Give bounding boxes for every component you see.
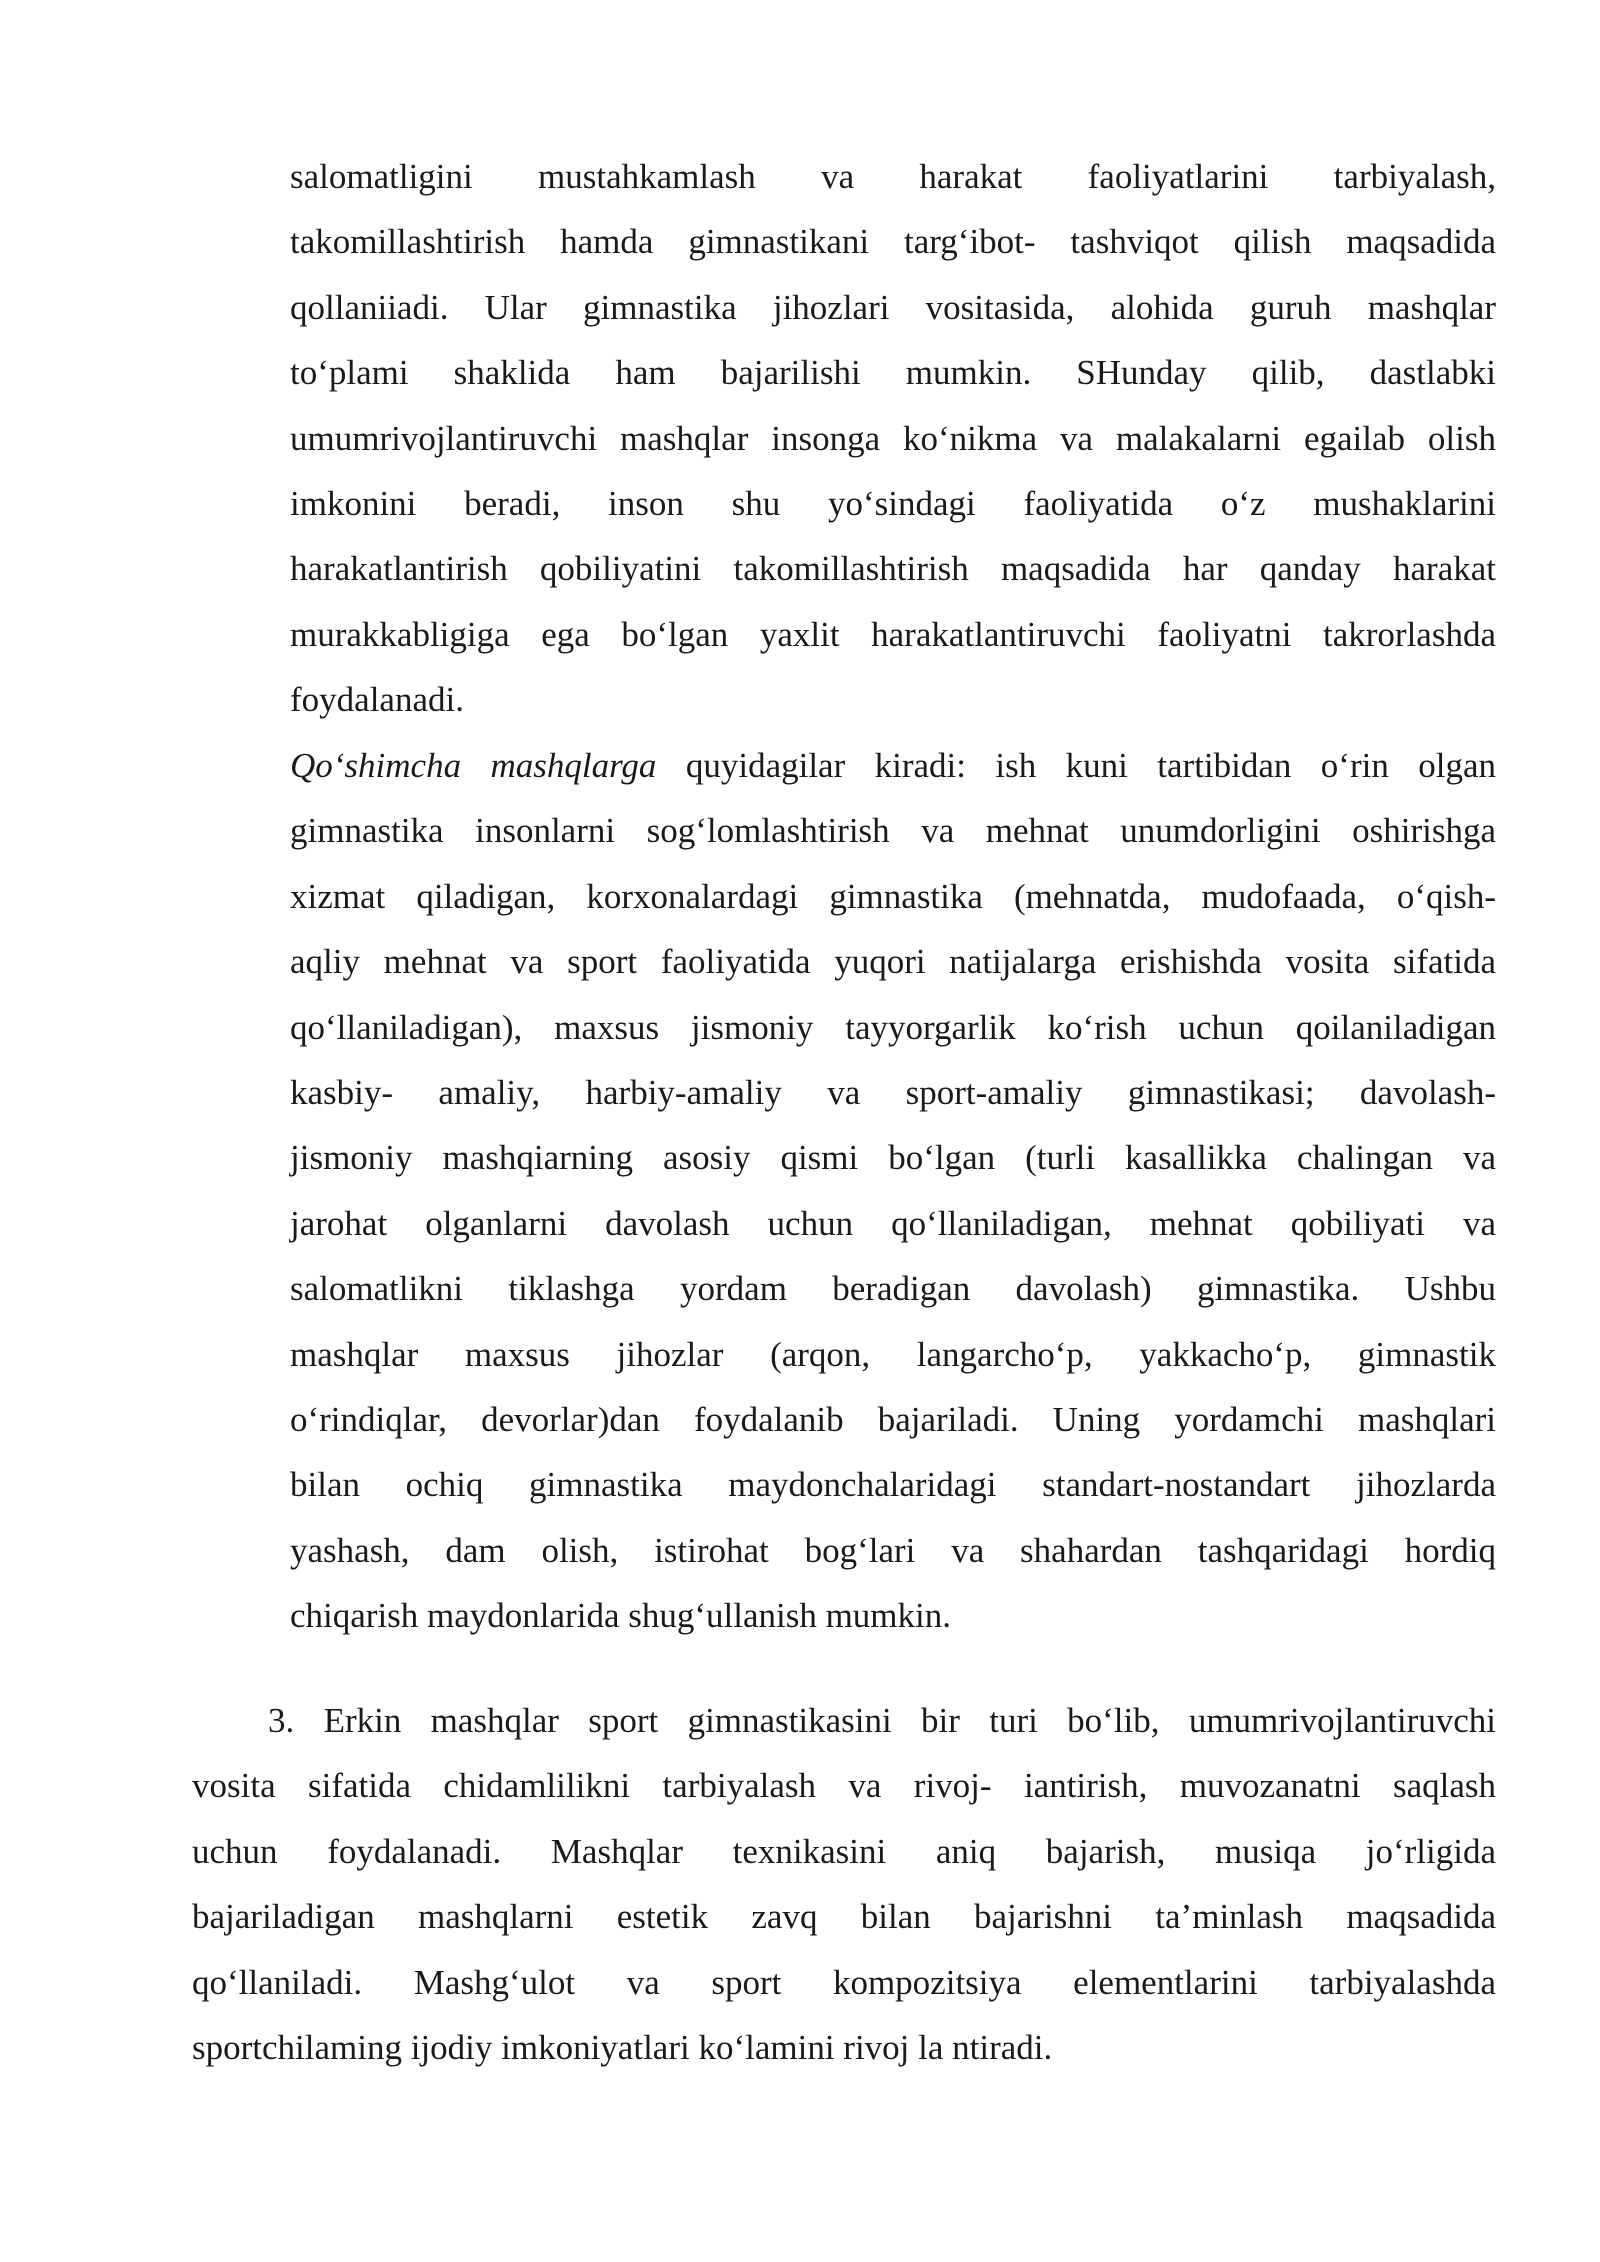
- paragraph-2-first-line-rest: quyidagilar kiradi: ish kuni tartibidan o‘rin olgan: [656, 746, 1496, 785]
- paragraph-1: [290, 144, 1496, 733]
- paragraph-2-line: o‘rindiqlar, devorlar)dan foydalanib bajariladi. Uning yordamchi mashqlari: [290, 1399, 1496, 1439]
- numbered-item-3-line: bajariladigan mashqlarni estetik zavq bilan bajarishni ta’minlash maqsadida: [192, 1897, 1496, 1937]
- paragraph-1-line: salomatligini mustahkamlash va harakat faoliyatlarini tarbiyalash,: [290, 157, 1496, 196]
- paragraph-1-line: murakkabligiga ega bo‘lgan yaxlit harakatlantiruvchi faoliyatni takrorlashda: [290, 614, 1496, 654]
- paragraph-2-first-line: [290, 733, 1496, 798]
- paragraph-1-line: umumrivojlantiruvchi mashqlar insonga ko‘nikma va malakalarni egailab olish: [290, 418, 1496, 458]
- numbered-item-3: [192, 1688, 1496, 2080]
- numbered-item-3-line: vosita sifatida chidamlilikni tarbiyalash va rivoj- iantirish, muvozanatni saqlash: [192, 1766, 1496, 1806]
- paragraph-2-line: aqliy mehnat va sport faoliyatida yuqori natijalarga erishishda vosita sifatida: [290, 942, 1496, 982]
- paragraph-2: [290, 733, 1496, 1648]
- paragraph-2-line: yashash, dam olish, istirohat bog‘lari va shahardan tashqaridagi hordiq: [290, 1530, 1496, 1570]
- paragraph-2-line: mashqlar maxsus jihozlar (arqon, langarcho‘p, yakkacho‘p, gimnastik: [290, 1334, 1496, 1374]
- paragraph-1-line: takomillashtirish hamda gimnastikani targ‘ibot- tashviqot qilish maqsadida: [290, 222, 1496, 262]
- paragraph-2-line: salomatlikni tiklashga yordam beradigan davolash) gimnastika. Ushbu: [290, 1269, 1496, 1309]
- paragraph-2-line: qo‘llaniladigan), maxsus jismoniy tayyorgarlik ko‘rish uchun qoilaniladigan: [290, 1007, 1496, 1047]
- paragraph-2-line: xizmat qiladigan, korxonalardagi gimnastika (mehnatda, mudofaada, o‘qish-: [290, 876, 1496, 916]
- paragraph-1-line: foydalanadi.: [290, 680, 464, 720]
- paragraph-2-line: gimnastika insonlarni sog‘lomlashtirish va mehnat unumdorligini oshirishga: [290, 811, 1496, 851]
- paragraph-2-line: bilan ochiq gimnastika maydonchalaridagi standart-nostandart jihozlarda: [290, 1465, 1496, 1505]
- paragraph-1-line: imkonini beradi, inson shu yo‘sindagi faoliyatida o‘z mushaklarini: [290, 483, 1496, 523]
- paragraph-1-line: harakatlantirish qobiliyatini takomillashtirish maqsadida har qanday harakat: [290, 549, 1496, 589]
- numbered-item-3-line: 3. Erkin mashqlar sport gimnastikasini bir turi bo‘lib, umumrivojlantiruvchi: [268, 1701, 1496, 1740]
- paragraph-1-line: qollaniiadi. Ular gimnastika jihozlari vositasida, alohida guruh mashqlar: [290, 287, 1496, 327]
- numbered-item-3-line: uchun foydalanadi. Mashqlar texnikasini aniq bajarish, musiqa jo‘rligida: [192, 1831, 1496, 1871]
- paragraph-1-line: to‘plami shaklida ham bajarilishi mumkin. SHunday qilib, dastlabki: [290, 353, 1496, 393]
- numbered-item-3-line: sportchilaming ijodiy imkoniyatlari ko‘lamini rivoj la ntiradi.: [192, 2027, 1053, 2067]
- paragraph-2-line: jismoniy mashqiarning asosiy qismi bo‘lgan (turli kasallikka chalingan va: [290, 1138, 1496, 1178]
- paragraph-2-line: kasbiy- amaliy, harbiy-amaliy va sport-amaliy gimnastikasi; davolash-: [290, 1072, 1496, 1112]
- paragraph-2-line: jarohat olganlarni davolash uchun qo‘llaniladigan, mehnat qobiliyati va: [290, 1203, 1496, 1243]
- paragraph-2-italic-lead: Qo‘shimcha mashqlarga: [290, 746, 657, 785]
- paragraph-2-line: chiqarish maydonlarida shug‘ullanish mumkin.: [290, 1596, 952, 1636]
- numbered-item-3-line: qo‘llaniladi. Mashg‘ulot va sport kompozitsiya elementlarini tarbiyalashda: [192, 1962, 1496, 2002]
